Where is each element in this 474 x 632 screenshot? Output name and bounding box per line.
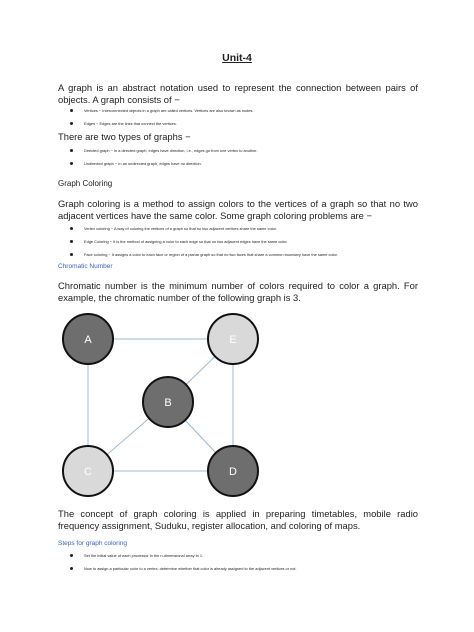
vertex-label-B: B bbox=[164, 397, 172, 409]
list-item: Directed graph − In a directed graph, edges have direction, i.e., edges go from one vertex to another. bbox=[58, 144, 438, 157]
list-item: Vertex coloring − A way of coloring the vertices of a graph so that no two adjacent vertices share the same color. bbox=[58, 222, 438, 235]
steps-list bbox=[58, 549, 438, 575]
graph-nodes bbox=[63, 314, 258, 496]
example-graph bbox=[58, 306, 278, 502]
steps-heading: Steps for graph coloring bbox=[58, 540, 128, 547]
graph-parts-list bbox=[58, 104, 438, 130]
graph-types-list bbox=[58, 144, 438, 170]
list-item: Set the initial value of each processor in the n-dimensional array to 1. bbox=[58, 549, 438, 562]
chromatic-number-heading: Chromatic Number bbox=[58, 263, 113, 270]
intro-paragraph: A graph is an abstract notation used to represent the connection between pairs of objects. A graph consists of − bbox=[58, 82, 418, 105]
list-item: Vertices − Interconnected objects in a graph are called vertices. Vertices are also known as nodes. bbox=[58, 104, 438, 117]
page-title: Unit-4 bbox=[222, 52, 252, 64]
vertex-label-D: D bbox=[229, 466, 237, 478]
coloring-definition: Graph coloring is a method to assign colors to the vertices of a graph so that no two adjacent vertices have the same color. Some graph coloring problems are − bbox=[58, 198, 418, 221]
vertex-label-A: A bbox=[84, 334, 92, 346]
list-item: Now to assign a particular color to a vertex, determine whether that color is already assigned to the adjacent vertices or not. bbox=[58, 562, 438, 575]
chromatic-definition: Chromatic number is the minimum number of colors required to color a graph. For example, the chromatic number of the following graph is 3. bbox=[58, 280, 418, 303]
types-intro: There are two types of graphs − bbox=[58, 131, 191, 142]
coloring-problems-list bbox=[58, 222, 438, 261]
list-item: Undirected graph − In an undirected graph, edges have no direction. bbox=[58, 157, 438, 170]
vertex-label-E: E bbox=[229, 334, 237, 346]
list-item: Edge Coloring − It is the method of assigning a color to each edge so that no two adjacent edges have the same color. bbox=[58, 235, 438, 248]
vertex-label-C: C bbox=[84, 466, 92, 478]
application-paragraph: The concept of graph coloring is applied in preparing timetables, mobile radio frequency assignment, Suduku, register allocation, and coloring of maps. bbox=[58, 508, 418, 531]
list-item: Edges − Edges are the links that connect the vertices. bbox=[58, 117, 438, 130]
list-item: Face coloring − It assigns a color to each face or region of a planar graph so that no two faces that share a common boundary have the same color. bbox=[58, 248, 438, 261]
graph-coloring-heading: Graph Coloring bbox=[58, 179, 113, 188]
